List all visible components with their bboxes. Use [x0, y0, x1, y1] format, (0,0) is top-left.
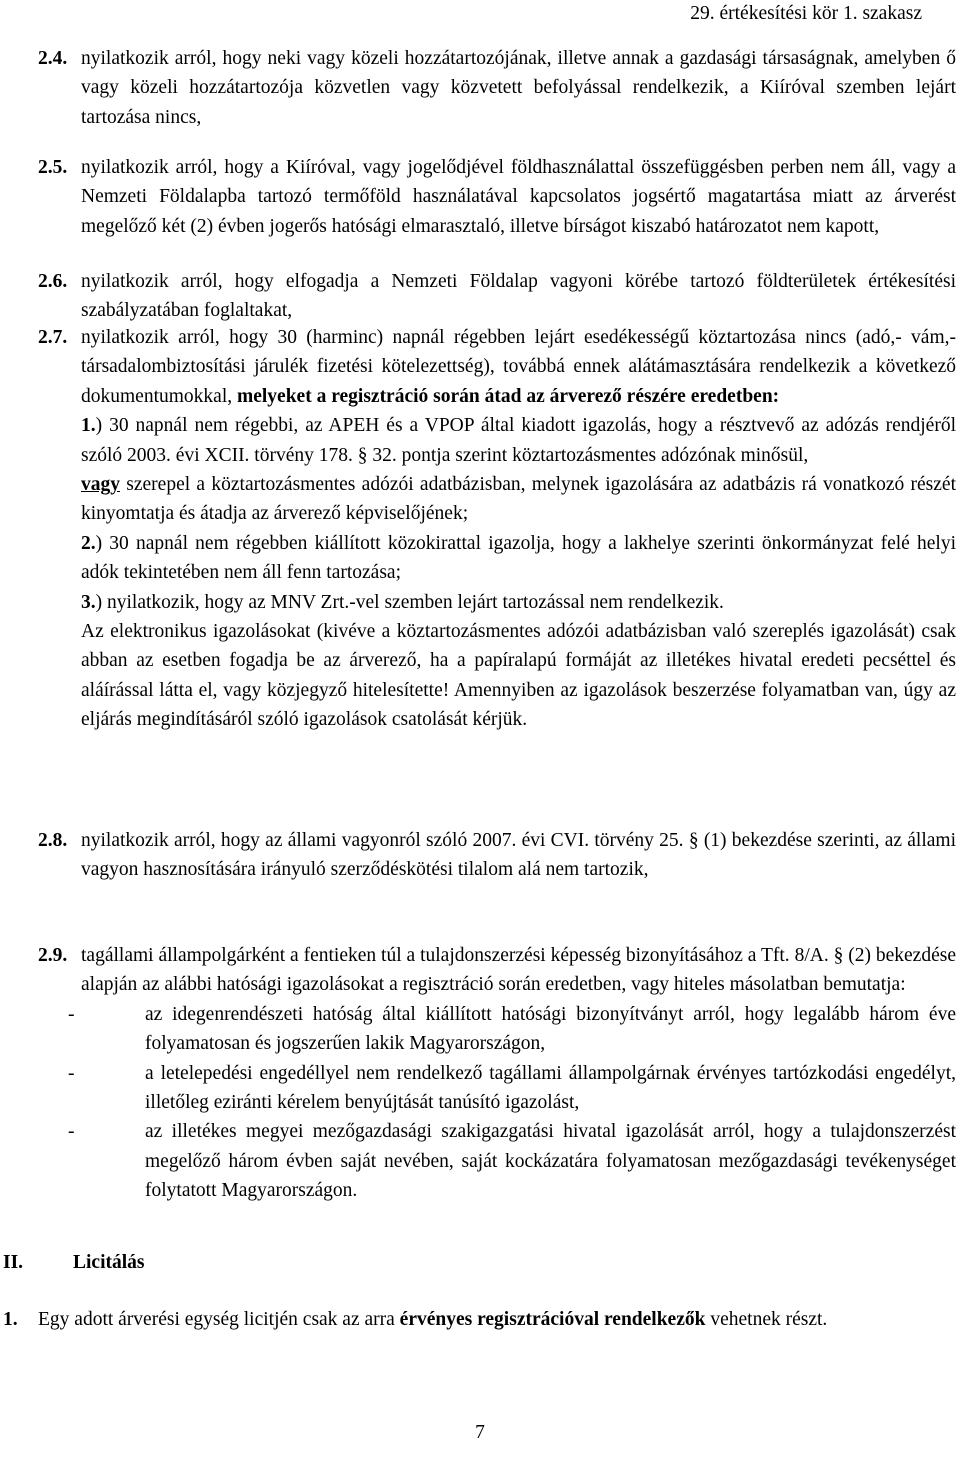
section-title: Licitálás [73, 1252, 145, 1273]
item-number: 2.5. [38, 157, 68, 178]
item-2-7 [38, 323, 956, 735]
item-2-6 [38, 267, 956, 326]
sub-item-text: ) nyilatkozik, hogy az MNV Zrt.-vel szemben lejárt tartozással nem rendelkezik. [95, 591, 724, 613]
item-2-4 [38, 44, 956, 132]
note-paragraph: Az elektronikus igazolásokat (kivéve a köztartozásmentes adózói adatbázisban való szereplés igazolását) csak abban az esetben fogadja be az árverező, ha a papíralapú formáját az illetékes hivatal eredeti pecséttel és aláírással látta el, vagy közjegyző hitelesítette! Amennyiben az igazolások beszerzése folyamatban van, úgy az eljárás megindításáról szóló igazolások csatolását kérjük. [81, 621, 956, 731]
section-paragraph-1 [3, 1305, 956, 1334]
item-2-8 [38, 826, 956, 885]
dash-marker: - [68, 1121, 75, 1143]
paragraph-number: 1. [3, 1309, 18, 1330]
bullet-item [38, 1000, 956, 1059]
item-text: nyilatkozik arról, hogy elfogadja a Nemzeti Földalap vagyoni körébe tartozó földterületek értékesítési szabályzatában foglaltakat, [81, 271, 956, 322]
item-text: nyilatkozik arról, hogy az állami vagyonról szóló 2007. évi CVI. törvény 25. § (1) bekezdése szerinti, az állami vagyon hasznosítására irányuló szerződéskötési tilalom alá nem tartozik, [81, 830, 956, 881]
bullet-item [38, 1117, 956, 1205]
sub-item-label: 1. [81, 415, 96, 437]
item-text-regular: nyilatkozik arról, hogy 30 (harminc) napnál régebben lejárt esedékességű köztartozása nincs (adó,- vám,- társadalombiztosítási járulék fizetési kötelezettség), továbbá ennek alátámasztására rendelkezik a következő dokumentumokkal, [81, 327, 956, 407]
item-2-9 [38, 941, 956, 1206]
paragraph-text-end: vehetnek részt. [710, 1309, 828, 1330]
item-text: nyilatkozik arról, hogy neki vagy közeli hozzátartozójának, illetve annak a gazdasági társaságnak, amelyben ő vagy közeli hozzátartozója közvetlen vagy közvetett befolyással rendelkezik, a Kiíróval szemben lejárt tartozása nincs, [81, 48, 956, 128]
item-number: 2.8. [38, 830, 68, 851]
sub-item-text: szerepel a köztartozásmentes adózói adatbázisban, melynek igazolására az adatbázis rá vonatkozó részét kinyomtatja és átadja az árverező képviselőjének; [81, 474, 956, 525]
dash-marker: - [68, 1062, 75, 1084]
item-text: tagállami állampolgárként a fentieken túl a tulajdonszerzési képesség bizonyításához a Tft. 8/A. § (2) bekezdése alapján az alábbi hatósági igazolásokat a regisztráció során eredetben, vagy hiteles másolatban bemutatja: [81, 945, 956, 996]
section-number: II. [3, 1252, 24, 1273]
sub-item-label: 3. [81, 591, 96, 613]
sub-item-label: 2. [81, 532, 96, 554]
paragraph-text-regular: Egy adott árverési egység licitjén csak az arra [38, 1309, 395, 1330]
bullet-text: az illetékes megyei mezőgazdasági szakigazgatási hivatal igazolását arról, hogy a tulajdonszerzést megelőző három évben saját nevében, saját kockázatára folyamatosan mezőgazdasági tevékenységet folytatott Magyarországon. [145, 1121, 956, 1202]
bullet-text: az idegenrendészeti hatóság által kiállított hatósági bizonyítványt arról, hogy legalább három éve folyamatosan és jogszerűen lakik Magyarországon, [145, 1003, 956, 1055]
item-number: 2.6. [38, 271, 68, 292]
item-number: 2.9. [38, 945, 68, 966]
or-word: vagy [81, 474, 120, 496]
item-2-5 [38, 153, 956, 241]
sub-item-text: ) 30 napnál nem régebben kiállított közokirattal igazolja, hogy a lakhelye szerinti önkormányzat felé helyi adók tekintetében nem áll fenn tartozása; [81, 532, 956, 584]
paragraph-text [38, 1305, 956, 1334]
sub-item-3 [81, 588, 956, 617]
sub-item-1 [81, 411, 956, 470]
sub-item-or [81, 470, 956, 529]
sub-item-text: ) 30 napnál nem régebbi, az APEH és a VPOP által kiadott igazolás, hogy a résztvevő az adózás rendjéről szóló 2003. évi XCII. törvény 178. § 32. pontja szerint köztartozásmentes adózónak minősül, [81, 415, 956, 466]
bullet-text: a letelepedési engedéllyel nem rendelkező tagállami állampolgárnak érvényes tartózkodási engedélyt, illetőleg eziránti kérelem benyújtását tanúsító igazolást, [145, 1062, 956, 1114]
item-number: 2.4. [38, 48, 68, 69]
paragraph-text-bold: érvényes regisztrációval rendelkezők [399, 1309, 706, 1330]
page-header: 29. értékesítési kör 1. szakasz [690, 3, 922, 24]
sub-item-2 [81, 529, 956, 588]
item-text [81, 323, 956, 411]
item-text: nyilatkozik arról, hogy a Kiíróval, vagy jogelődjével földhasználattal összefüggésben perben nem áll, vagy a Nemzeti Földalapba tartozó termőföld használatával kapcsolatos jogsértő magatartása miatt az árverést megelőző két (2) évben jogerős hatósági elmarasztaló, illetve bírságot kiszabó határozatot nem kapott, [81, 157, 956, 237]
bullet-item [38, 1059, 956, 1118]
dash-marker: - [68, 1003, 75, 1025]
item-number: 2.7. [38, 327, 68, 348]
page-number: 7 [475, 1422, 485, 1443]
item-text-bold: melyeket a regisztráció során átad az árverező részére eredetben: [236, 385, 780, 407]
